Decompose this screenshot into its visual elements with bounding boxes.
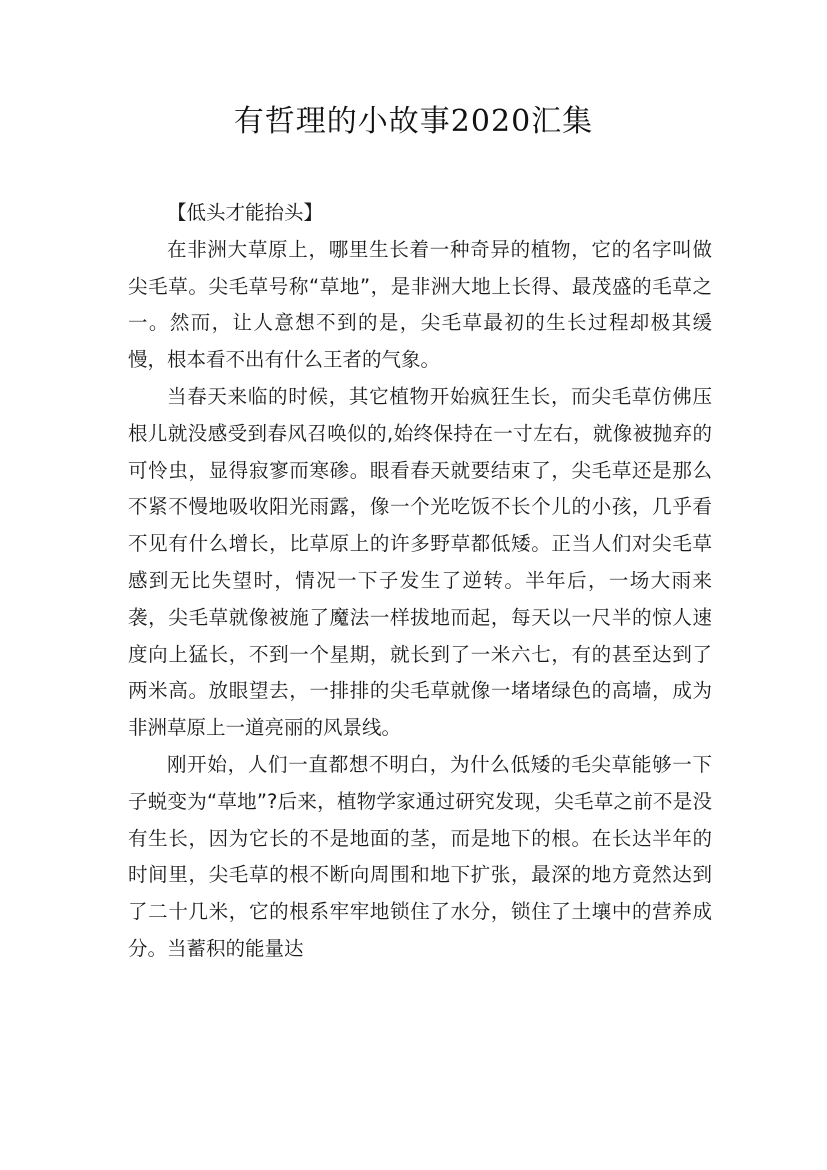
paragraph-2: 当春天来临的时候，其它植物开始疯狂生长，而尖毛草仿佛压根儿就没感受到春风召唤似的,始终保持在一寸左右，就像被抛弃的可怜虫，显得寂寥而寒碜。眼看春天就要结束了，尖毛草还是那么不紧不慢地吸收阳光雨露，像一个光吃饭不长个儿的小孩，几乎看不见有什么增长，比草原上的许多野草都低矮。正当人们对尖毛草感到无比失望时，情况一下子发生了逆转。半年后，一场大雨来袭，尖毛草就像被施了魔法一样拔地而起，每天以一尺半的惊人速度向上猛长，不到一个星期，就长到了一米六七，有的甚至达到了两米高。放眼望去，一排排的尖毛草就像一堵堵绿色的高墙，成为非洲草原上一道亮丽的风景线。: [128, 384, 712, 740]
section-heading: 【低头才能抬头】: [167, 201, 324, 224]
document-title: 有哲理的小故事2020汇集: [233, 104, 594, 139]
paragraph-3: 刚开始，人们一直都想不明白，为什么低矮的毛尖草能够一下子蜕变为“草地”?后来，植物学家通过研究发现，尖毛草之前不是没有生长，因为它长的不是地面的茎，而是地下的根。在长达半年的时间里，尖毛草的根不断向周围和地下扩张，最深的地方竟然达到了二十几米，它的根系牢牢地锁住了水分，锁住了土壤中的营养成分。当蓄积的能量达: [128, 752, 712, 960]
paragraph-1: 在非洲大草原上，哪里生长着一种奇异的植物，它的名字叫做尖毛草。尖毛草号称“草地”，是非洲大地上长得、最茂盛的毛草之一。然而，让人意想不到的是，尖毛草最初的生长过程却极其缓慢，根本看不出有什么王者的气象。: [128, 237, 712, 372]
document-body: [128, 195, 712, 968]
